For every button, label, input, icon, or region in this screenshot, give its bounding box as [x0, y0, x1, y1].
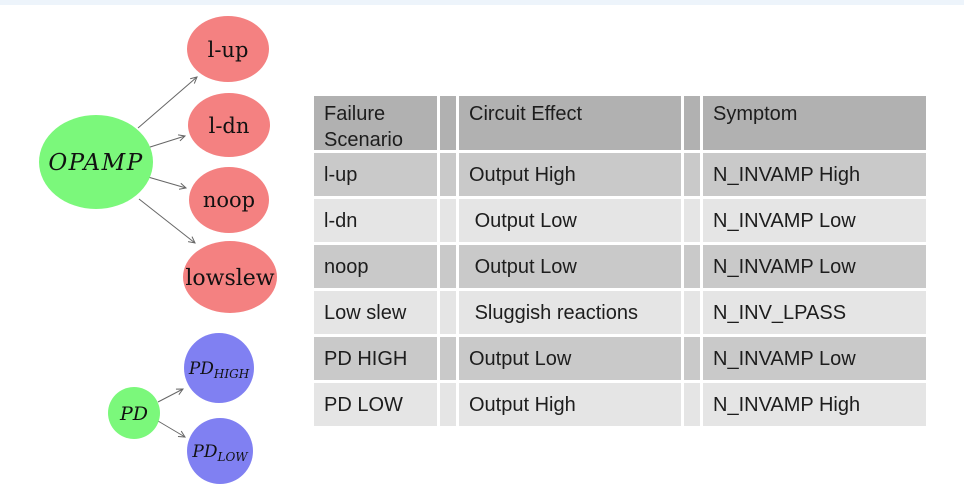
separator-cell — [440, 291, 456, 334]
cell-symptom: N_INVAMP Low — [703, 337, 926, 380]
cell-effect: Output High — [459, 153, 681, 196]
edge-opamp-l-dn — [147, 136, 185, 148]
node-noop-label: noop — [202, 188, 256, 212]
cell-scenario: l-up — [314, 153, 437, 196]
separator-cell — [440, 383, 456, 426]
separator-cell — [684, 245, 700, 288]
edge-pd-pdhigh — [158, 389, 183, 402]
cell-scenario: PD LOW — [314, 383, 437, 426]
cell-effect: Output Low — [459, 245, 681, 288]
table-row — [314, 245, 926, 288]
cell-effect: Output Low — [459, 337, 681, 380]
node-lowslew-label: lowslew — [185, 266, 275, 291]
node-pdhigh-sub: HIGH — [213, 367, 250, 381]
header-circuit-effect: Circuit Effect — [459, 96, 681, 150]
node-pdlow-sub: LOW — [217, 450, 248, 464]
separator-cell — [440, 245, 456, 288]
separator-cell — [684, 153, 700, 196]
table-row — [314, 383, 926, 426]
table-header-row — [314, 96, 926, 150]
edge-opamp-l-up — [138, 77, 197, 128]
cell-symptom: N_INVAMP High — [703, 153, 926, 196]
node-l-up-label: l-up — [207, 38, 249, 62]
cell-scenario: l-dn — [314, 199, 437, 242]
cell-symptom: N_INV_LPASS — [703, 291, 926, 334]
separator-cell — [440, 337, 456, 380]
pd-edges — [158, 389, 185, 437]
table-row — [314, 337, 926, 380]
node-l-dn-label: l-dn — [208, 114, 250, 138]
node-pdhigh-base: PD — [188, 359, 214, 379]
header-separator-cell — [440, 96, 456, 150]
separator-cell — [440, 199, 456, 242]
edge-opamp-lowslew — [139, 199, 195, 243]
cell-scenario: Low slew — [314, 291, 437, 334]
cell-symptom: N_INVAMP Low — [703, 199, 926, 242]
separator-cell — [684, 337, 700, 380]
node-pd-label: PD — [119, 403, 149, 425]
cell-effect: Output Low — [459, 199, 681, 242]
table-row — [314, 291, 926, 334]
cell-effect: Output High — [459, 383, 681, 426]
header-symptom: Symptom — [703, 96, 926, 150]
header-failure-scenario: Failure Scenario — [314, 96, 437, 150]
separator-cell — [684, 199, 700, 242]
edge-opamp-noop — [148, 177, 186, 188]
cell-symptom: N_INVAMP High — [703, 383, 926, 426]
edge-pd-pdlow — [158, 421, 185, 437]
separator-cell — [684, 291, 700, 334]
cell-effect: Sluggish reactions — [459, 291, 681, 334]
node-opamp-label: OPAMP — [48, 150, 144, 176]
table-row — [314, 153, 926, 196]
cell-symptom: N_INVAMP Low — [703, 245, 926, 288]
header-separator-cell — [684, 96, 700, 150]
cell-scenario: noop — [314, 245, 437, 288]
separator-cell — [684, 383, 700, 426]
fault-tree-diagram — [0, 0, 320, 492]
cell-scenario: PD HIGH — [314, 337, 437, 380]
separator-cell — [440, 153, 456, 196]
table-row — [314, 199, 926, 242]
node-pdlow-base: PD — [192, 442, 218, 462]
fault-symptom-table — [314, 96, 926, 426]
